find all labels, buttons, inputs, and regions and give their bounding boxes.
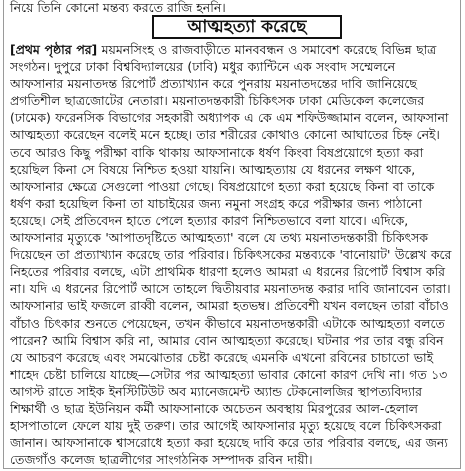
article-line: আফসানার ভাই ফজলে রাব্বী বলেন, আমরা হতভম্ব। প্রতিবেশী যখন বলছেন তারা বাঁচাও bbox=[10, 298, 449, 314]
headline-box bbox=[152, 15, 342, 39]
article-line: আত্মহত্যা করেছেন বলেই মনে হচ্ছে। তার শরীরের কোথাও কোনো আঘাতের চিহ্ন নেই। bbox=[10, 127, 440, 143]
article-line: বাঁচাও চিৎকার শুনতে পেয়েছেন, তখন কীভাবে ময়নাতদন্তকারী এটাকে আত্মহত্যা বলতে bbox=[10, 315, 445, 331]
article-line: আগস্ট রাতে সাইক ইনস্টিটিউট অব ম্যানেজমেন্ট অ্যান্ড টেকনোলজির স্থাপত্যবিদ্যার bbox=[10, 383, 422, 399]
article-line: না। যদি এ ধরনের রিপোর্ট আসে তাহলে দ্বিতীয়বার ময়নাতদন্ত করার দাবি জানাবেন তারা। bbox=[10, 281, 451, 297]
article-line: হাসপাতালে ফেলে যায় দুই তরুণ। তার আগেই আফসানার মৃত্যু হয়েছে বলে চিকিৎসকরা bbox=[10, 418, 442, 434]
article-line: আফসানার ময়নাতদন্ত রিপোর্ট প্রত্যাখ্যান করে পুনরায় ময়নাতদন্তের দাবি জানিয়েছে bbox=[10, 76, 417, 92]
article-line: নিহতের পরিবার বলছে, এটা প্রাথমিক ধারণা হলেও আমরা এ ধরনের রিপোর্ট বিশ্বাস করি bbox=[10, 264, 445, 280]
article-line: (ঢামেক) ফরেনসিক বিভাগের সহকারী অধ্যাপক এ কে এম শফিউজ্জামান বলেন, আফসানা bbox=[10, 110, 449, 126]
article-line: তবে আরও কিছু পরীক্ষা বাকি থাকায় আফসানাকে ধর্ষণ কিংবা বিষপ্রয়োগে হত্যা করা bbox=[10, 144, 424, 160]
article-line: আফসানার ক্ষেত্রে সেগুলো পাওয়া গেছে। বিষপ্রয়োগে হত্যা করা হয়েছে কিনা বা তাকে bbox=[10, 178, 435, 194]
article-line: হয়েছিল কিনা সে বিষয়ে নিশ্চিত হওয়া যায়নি। আত্মহত্যায় যে ধরনের লক্ষণ থাকে, bbox=[10, 161, 416, 177]
article-line: আফসানার মৃত্যুকে 'আপাতদৃষ্টিতে আত্মহত্যা' বলে যে তথ্য ময়নাতদন্তকারী চিকিৎসক bbox=[10, 230, 428, 246]
article-line: হয়েছে। সেই প্রতিবেদন হাতে পেলে হত্যার কারণ নিশ্চিতভাবে বলা যাবে। এদিকে, bbox=[10, 212, 409, 228]
article-line: পারেন? আমি বিশ্বাস করি না, আমার বোন আত্মহত্যা করেছে। ঘটনার পর তার বন্ধু রবিন bbox=[10, 332, 444, 348]
article-line: দিয়েছেন তা প্রত্যাখ্যান করেছে তার পরিবার। চিকিৎসকের মন্তব্যকে 'বানোয়াট' উল্লেখ করে bbox=[10, 247, 452, 263]
article-line: সংগঠন। দুপুরে ঢাকা বিশ্ববিদ্যালয়ের (ঢাবি) মধুর ক্যান্টিনে এক সংবাদ সম্মেলনে bbox=[10, 59, 396, 75]
article-line: ধর্ষণ করা হয়েছিল কিনা তা যাচাইয়ের জন্য নমুনা সংগ্রহ করে পরীক্ষার জন্য পাঠানো bbox=[10, 195, 422, 211]
article-line: শিক্ষার্থী ও ছাত্র ইউনিয়ন কর্মী আফসানাকে অচেতন অবস্থায় মিরপুরের আল-হেলাল bbox=[10, 400, 418, 416]
continued-text-top: নিয়ে তিনি কোনো মন্তব্য করতে রাজি হননি। bbox=[10, 0, 226, 15]
article-body bbox=[10, 41, 456, 468]
article-line: [প্রথম পৃষ্ঠার পর] ময়মনসিংহ ও রাজবাড়ীতে মানববন্ধন ও সমাবেশ করেছে বিভিন্ন ছাত্র bbox=[10, 42, 437, 57]
article-line: শাহেদ চেষ্টা চালিয়ে যাচ্ছে—সেটার পর আত্মহত্যা ভাবার কোনো কারণ দেখি না। গত ১৩ bbox=[10, 366, 448, 382]
news-clipping bbox=[3, 0, 461, 469]
article-line: জানান। আফসানাকে শ্বাসরোধে হত্যা করা হয়েছে দাবি করে তার পরিবার বলছে, এর জন্য bbox=[10, 435, 448, 451]
article-line: প্রগতিশীল ছাত্রজোটের নেতারা। ময়নাতদন্তকারী চিকিৎসক ঢাকা মেডিকেল কলেজের bbox=[10, 93, 425, 109]
headline: আত্মহত্যা করেছে bbox=[187, 17, 307, 37]
continuation-tag: [প্রথম পৃষ্ঠার পর] bbox=[10, 42, 98, 57]
article-line: যে আচরণ করেছে এবং সমঝোতার চেষ্টা করেছে এমনকি এখনো রবিনের চাচাতো ভাই bbox=[10, 349, 434, 365]
article-line: তেজগাঁও কলেজ ছাত্রলীগের সাংগঠনিক সম্পাদক রবিন দায়ী। bbox=[10, 452, 313, 468]
